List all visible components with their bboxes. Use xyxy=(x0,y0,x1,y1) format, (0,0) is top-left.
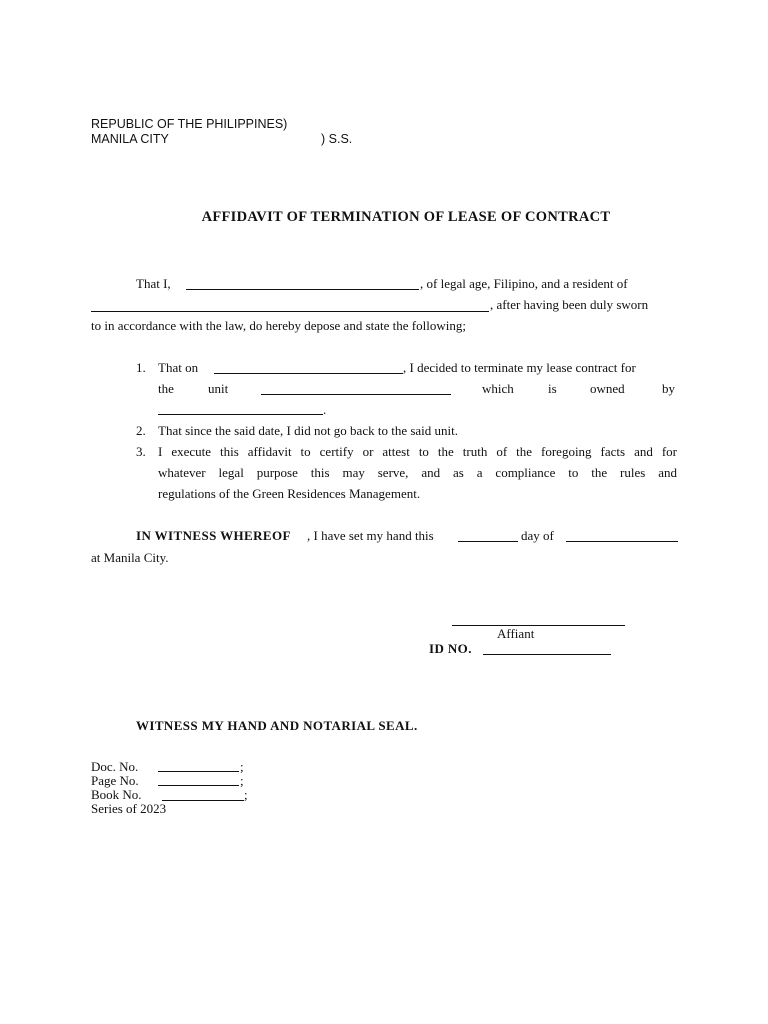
doc-no-blank[interactable] xyxy=(158,771,239,772)
month-blank[interactable] xyxy=(566,541,678,542)
termination-date-blank[interactable] xyxy=(214,373,403,374)
page-no-label: Page No. xyxy=(91,773,139,788)
witness-lead: IN WITNESS WHEREOF xyxy=(136,528,291,543)
venue-republic: REPUBLIC OF THE PHILIPPINES) xyxy=(91,117,288,131)
item-3-line1: I execute this affidavit to certify or attest to the truth of the foregoing facts and for xyxy=(158,444,677,459)
book-no-label: Book No. xyxy=(91,787,142,802)
witness-at: at Manila City. xyxy=(91,550,169,565)
item-1-by: by xyxy=(662,381,675,396)
item-1-unit: unit xyxy=(208,381,229,396)
item-3-line3: regulations of the Green Residences Management. xyxy=(158,486,421,501)
affiant-name-blank[interactable] xyxy=(186,289,419,290)
item-1-that-on: That on xyxy=(158,360,199,375)
notarial-heading: WITNESS MY HAND AND NOTARIAL SEAL. xyxy=(136,718,418,733)
affiant-label: Affiant xyxy=(497,626,535,641)
item-1-decided: , I decided to terminate my lease contract for xyxy=(403,360,636,375)
venue-city: MANILA CITY xyxy=(91,132,169,146)
page-no-blank[interactable] xyxy=(158,785,239,786)
series-label: Series of 2023 xyxy=(91,801,167,816)
item-1-end: . xyxy=(323,402,327,417)
owner-blank[interactable] xyxy=(158,414,323,415)
witness-text: , I have set my hand this xyxy=(307,528,434,543)
document-title: AFFIDAVIT OF TERMINATION OF LEASE OF CONTRACT xyxy=(201,209,611,225)
intro-sworn: , after having been duly sworn xyxy=(490,297,649,312)
doc-no-semicolon: ; xyxy=(240,759,244,774)
book-no-semicolon: ; xyxy=(244,787,248,802)
venue-ss: ) S.S. xyxy=(321,132,353,146)
item-1-is: is xyxy=(548,381,557,396)
item-1-which: which xyxy=(482,381,514,396)
book-no-blank[interactable] xyxy=(162,800,244,801)
residence-blank[interactable] xyxy=(91,311,489,312)
id-no-label: ID NO. xyxy=(429,641,472,656)
doc-no-label: Doc. No. xyxy=(91,759,139,774)
item-3-line2: whatever legal purpose this may serve, and as a compliance to the rules and xyxy=(158,465,677,480)
item-1-number: 1. xyxy=(136,360,146,375)
witness-day-of: day of xyxy=(521,528,554,543)
item-1-the: the xyxy=(158,381,174,396)
item-3-number: 3. xyxy=(136,444,146,459)
id-no-blank[interactable] xyxy=(483,654,611,655)
item-2-number: 2. xyxy=(136,423,146,438)
page-no-semicolon: ; xyxy=(240,773,244,788)
item-1-owned: owned xyxy=(590,381,625,396)
intro-that-i: That I, xyxy=(136,276,171,291)
day-blank[interactable] xyxy=(458,541,518,542)
affiant-signature-line[interactable] xyxy=(452,625,625,626)
intro-legal-age: , of legal age, Filipino, and a resident of xyxy=(420,276,628,291)
unit-blank[interactable] xyxy=(261,394,451,395)
item-2-text: That since the said date, I did not go back to the said unit. xyxy=(158,423,459,438)
intro-line3: to in accordance with the law, do hereby depose and state the following; xyxy=(91,318,466,333)
